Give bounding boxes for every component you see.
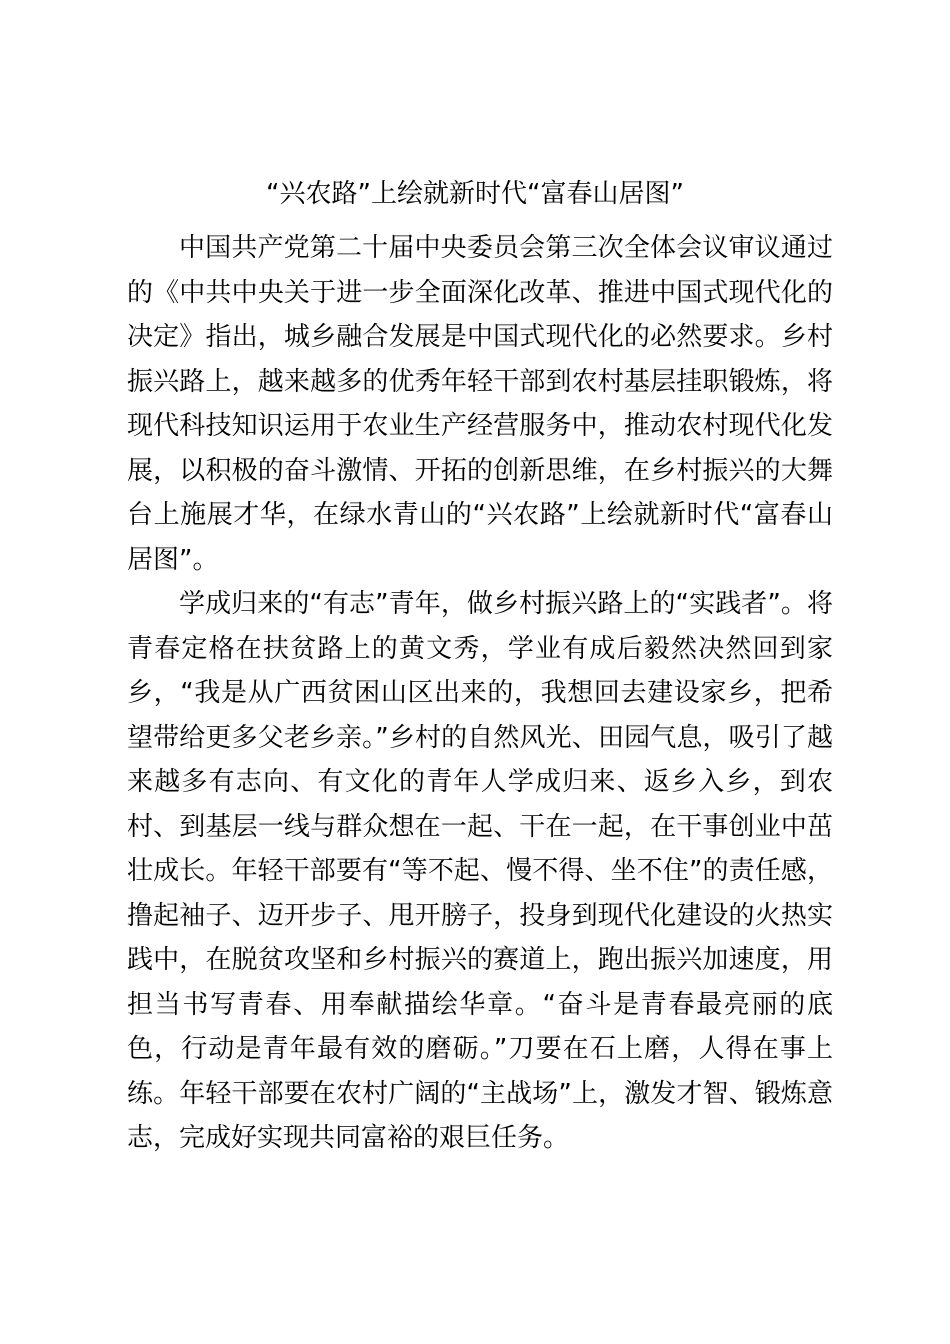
document-title: “兴农路”上绘就新时代“富春山居图”	[266, 179, 684, 209]
paragraph-2: 学成归来的“有志”青年，做乡村振兴路上的“实践者”。将青春定格在扶贫路上的黄文秀，学业有成后毅然决然回到家乡，“我是从广西贫困山区出来的，我想回去建设家乡，把希望带给更多父老乡亲。”乡村的自然风光、田园气息，吸引了越来越多有志向、有文化的青年人学成归来、返乡入乡，到农村、到基层一线与群众想在一起、干在一起，在干事创业中茁壮成长。年轻干部要有“等不起、慢不得、坐不住”的责任感，撸起袖子、迈开步子、甩开膀子，投身到现代化建设的火热实践中，在脱贫攻坚和乡村振兴的赛道上，跑出振兴加速度，用担当书写青春、用奉献描绘华章。“奋斗是青春最亮丽的底色，行动是青年最有效的磨砺。”刀要在石上磨，人得在事上练。年轻干部要在农村广阔的“主战场”上，激发才智、锻炼意志，完成好实现共同富裕的艰巨任务。	[127, 589, 833, 1153]
paragraph-1: 中国共产党第二十届中央委员会第三次全体会议审议通过的《中共中央关于进一步全面深化改革、推进中国式现代化的决定》指出，城乡融合发展是中国式现代化的必然要求。乡村振兴路上，越来越多的优秀年轻干部到农村基层挂职锻炼，将现代科技知识运用于农业生产经营服务中，推动农村现代化发展，以积极的奋斗激情、开拓的创新思维，在乡村振兴的大舞台上施展才华，在绿水青山的“兴农路”上绘就新时代“富春山居图”。	[127, 233, 833, 575]
